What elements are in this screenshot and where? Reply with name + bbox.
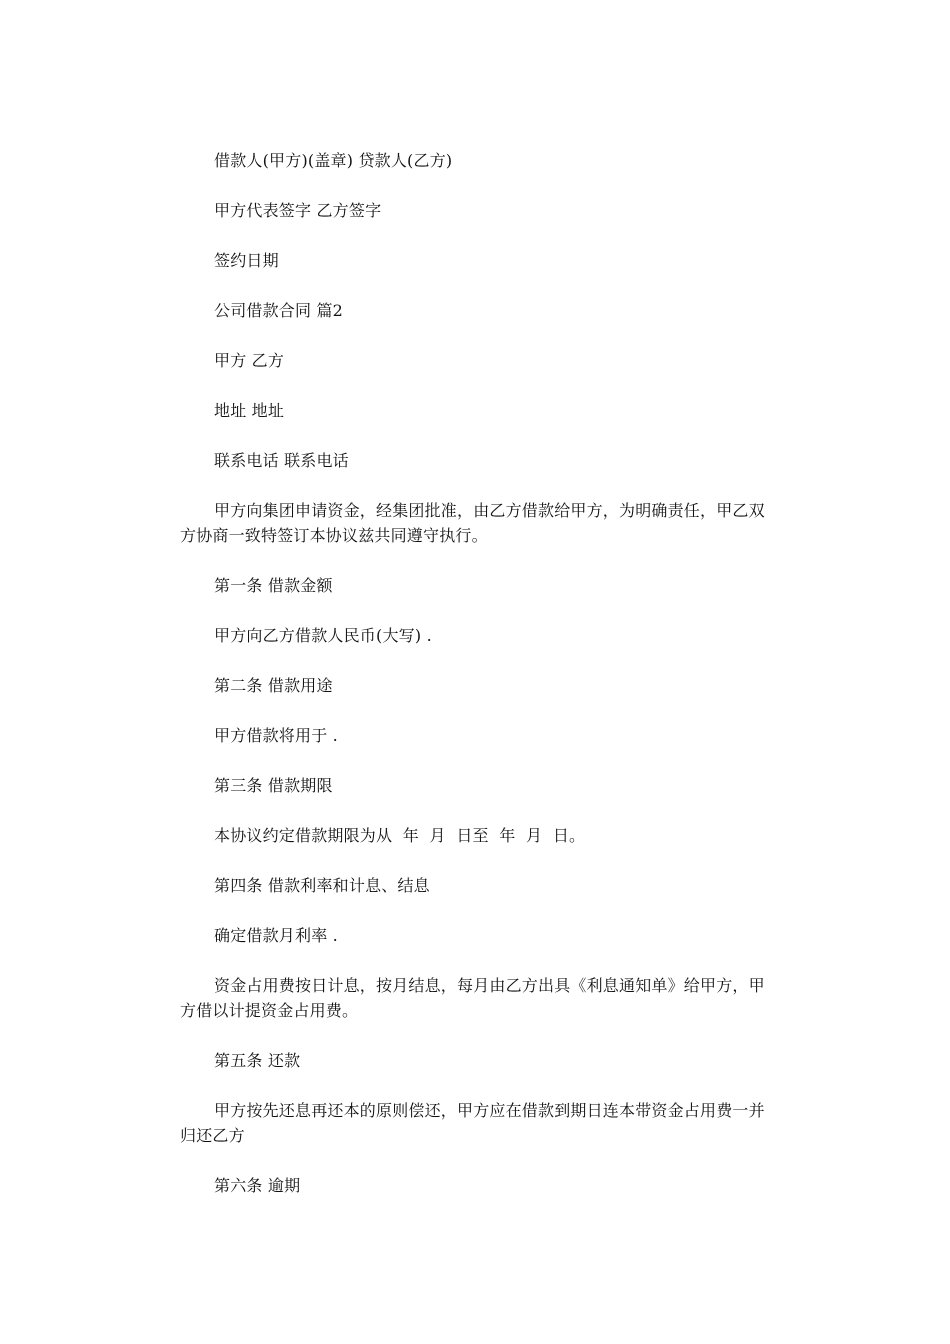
signing-date-line: 签约日期 xyxy=(214,251,279,270)
address-line: 地址 地址 xyxy=(214,401,285,420)
contract-title: 公司借款合同 篇2 xyxy=(214,301,344,320)
article-3-text: 本协议约定借款期限为从 年 月 日至 年 月 日。 xyxy=(214,826,586,845)
article-2-text: 甲方借款将用于 . xyxy=(214,726,338,745)
article-5-text: 甲方按先还息再还本的原则偿还，甲方应在借款到期日连本带资金占用费一并归还乙方 xyxy=(180,1101,765,1145)
article-5-heading: 第五条 还款 xyxy=(214,1051,301,1070)
article-4-heading: 第四条 借款利率和计息、结息 xyxy=(214,876,430,895)
parties-line: 甲方 乙方 xyxy=(214,351,285,370)
article-4-text-rate: 确定借款月利率 . xyxy=(214,926,338,945)
article-2-heading: 第二条 借款用途 xyxy=(214,676,333,695)
article-1-heading: 第一条 借款金额 xyxy=(214,576,333,595)
document-body xyxy=(180,148,770,1223)
article-4-text-interest: 资金占用费按日计息，按月结息，每月由乙方出具《利息通知单》给甲方，甲方借以计提资金占用费。 xyxy=(180,976,765,1020)
signature-representatives-line: 甲方代表签字 乙方签字 xyxy=(214,201,382,220)
phone-line: 联系电话 联系电话 xyxy=(214,451,349,470)
preamble-paragraph: 甲方向集团申请资金，经集团批准，由乙方借款给甲方，为明确责任，甲乙双方协商一致特签订本协议兹共同遵守执行。 xyxy=(180,501,765,545)
article-6-heading: 第六条 逾期 xyxy=(214,1176,301,1195)
signature-parties-line: 借款人(甲方)(盖章) 贷款人(乙方) xyxy=(214,151,453,170)
article-1-text: 甲方向乙方借款人民币(大写) . xyxy=(214,626,432,645)
article-3-heading: 第三条 借款期限 xyxy=(214,776,333,795)
